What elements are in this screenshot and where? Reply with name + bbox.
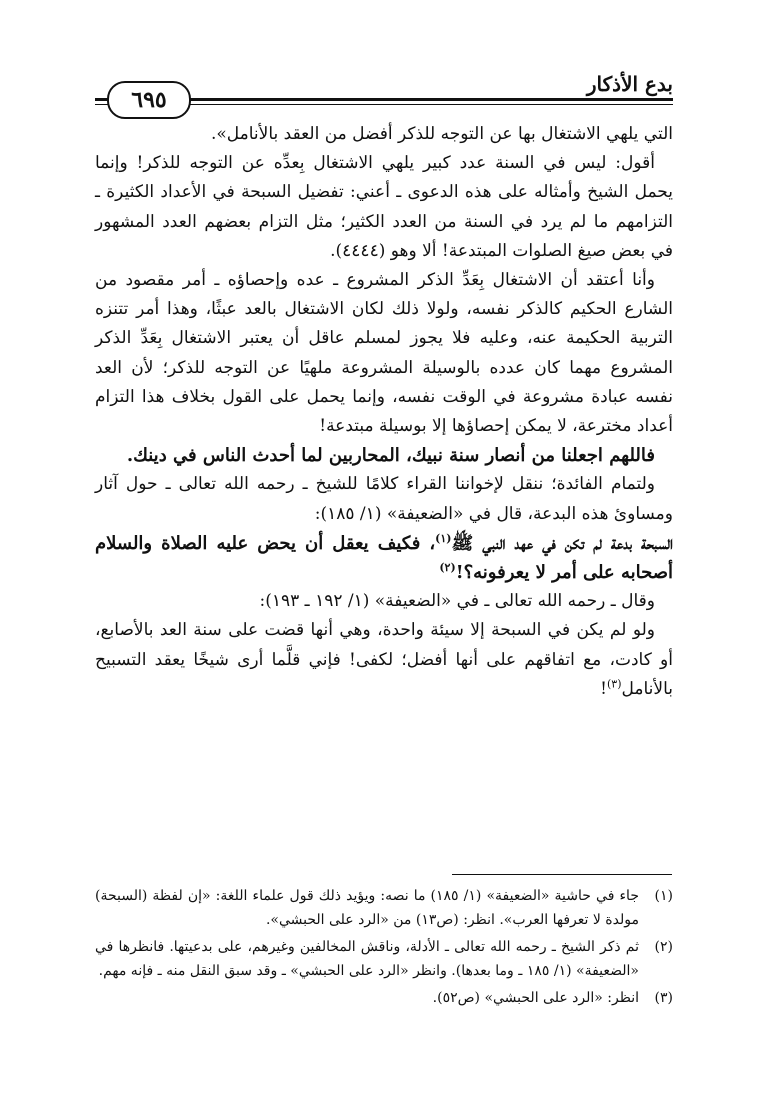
page-number: ٦٩٥ (131, 87, 167, 113)
paragraph-second-quote (95, 616, 673, 704)
footnote-number: (٢) (654, 939, 673, 955)
footnote-ref-1[interactable]: (١) (435, 531, 452, 545)
second-quote-text: ولو لم يكن في السبحة إلا سيئة واحدة، وهي أنها قضت على سنة العد بالأصابع، أو كادت، مع اتفاقهم على أنها أفضل؛ لكفى! فإني قلَّما أرى شيخًا يعقد التسبيح بالأنامل (95, 620, 673, 699)
second-quote-end: ! (600, 678, 607, 699)
paragraph-quote-bold (95, 529, 673, 587)
running-title: بدع الأذكار (586, 72, 673, 96)
quote-part-1: السبحة بدعة لم تكن في عهد النبي ﷺ (451, 532, 673, 554)
paragraph-second-quote-intro: وقال ـ رحمه الله تعالى ـ في «الضعيفة» (١/ ١٩٢ ـ ١٩٣): (259, 591, 655, 612)
body-text (95, 120, 673, 704)
footnote-ref-3[interactable]: (٣) (606, 677, 622, 691)
paragraph-reply: أقول: ليس في السنة عدد كبير يلهي الاشتغال بِعدِّه عن التوجه للذكر! وإنما يحمل الشيخ وأمثاله على هذه الدعوى ـ أعني: تفضيل السبحة في الأعداد الكثيرة ـ التزامهم ما لم يرد في السنة من العدد الكثير؛ مثل التزام بعضهم العدد المشهور في بعض صيغ الصلوات المبتدعة! ألا وهو (٤٤٤٤). (95, 153, 673, 261)
quote-part-2: ، فكيف يعقل أن يحض عليه الصلاة والسلام أصحابه على أمر لا يعرفونه؟! (95, 532, 673, 584)
footnote-item (95, 935, 673, 983)
paragraph-supplication: فاللهم اجعلنا من أنصار سنة نبيك، المحاربين لما أحدث الناس في دينك. (126, 445, 655, 467)
page-header (95, 60, 673, 116)
footnote-number: (٣) (654, 990, 673, 1006)
paragraph-intro-quote: ولتمام الفائدة؛ ننقل لإخواننا القراء كلامًا للشيخ ـ رحمه الله تعالى ـ حول آثار ومساوئ هذه البدعة، قال في «الضعيفة» (١/ ١٨٥): (95, 474, 673, 524)
footnotes (95, 884, 673, 1013)
footnote-item (95, 986, 673, 1010)
footnote-number: (١) (654, 888, 673, 904)
paragraph-continuation: التي يلهي الاشتغال بها عن التوجه للذكر أفضل من العقد بالأنامل». (210, 124, 673, 144)
footnote-text: جاء في حاشية «الضعيفة» (١/ ١٨٥) ما نصه: ويؤيد ذلك قول علماء اللغة: «إن لفظة (السبحة) مولدة لا تعرفها العرب». انظر: (ص١٣) من «الرد على الحبشي». (95, 888, 639, 928)
footnote-text: انظر: «الرد على الحبشي» (ص٥٢). (432, 990, 639, 1006)
footnote-text: ثم ذكر الشيخ ـ رحمه الله تعالى ـ الأدلة، وناقش المخالفين وغيرهم، على بدعيتها. فانظرها في «الضعيفة» (١/ ١٨٥ ـ وما بعدها). وانظر «الرد على الحبشي» ـ وقد سبق النقل منه ـ فإنه مهم. (95, 939, 639, 979)
paragraph-belief: وأنا أعتقد أن الاشتغال بِعَدِّ الذكر المشروع ـ عده وإحصاؤه ـ أمر مقصود من الشارع الحكيم كالذكر نفسه، ولولا ذلك لكان الاشتغال بالعد عبثًا، وهذا أمر تتنزه التربية الحكيمة عنه، وعليه فلا يجوز لمسلم عاقل أن يعتبر الاشتغال بِعَدِّ الذكر المشروع مهما كان عدده بالوسيلة المشروعة ملهيًا عن التوجه للذكر؛ لأن العد نفسه عبادة مشروعة في الوقت نفسه، وإنما يحمل على القول بخلاف هذا التزام أعداد مخترعة، لا يمكن إحصاؤها إلا بوسيلة مبتدعة! (95, 270, 673, 437)
footnote-separator (452, 874, 672, 875)
footnote-item (95, 884, 673, 932)
page-number-badge (107, 81, 191, 119)
footnote-ref-2[interactable]: (٢) (439, 561, 456, 575)
